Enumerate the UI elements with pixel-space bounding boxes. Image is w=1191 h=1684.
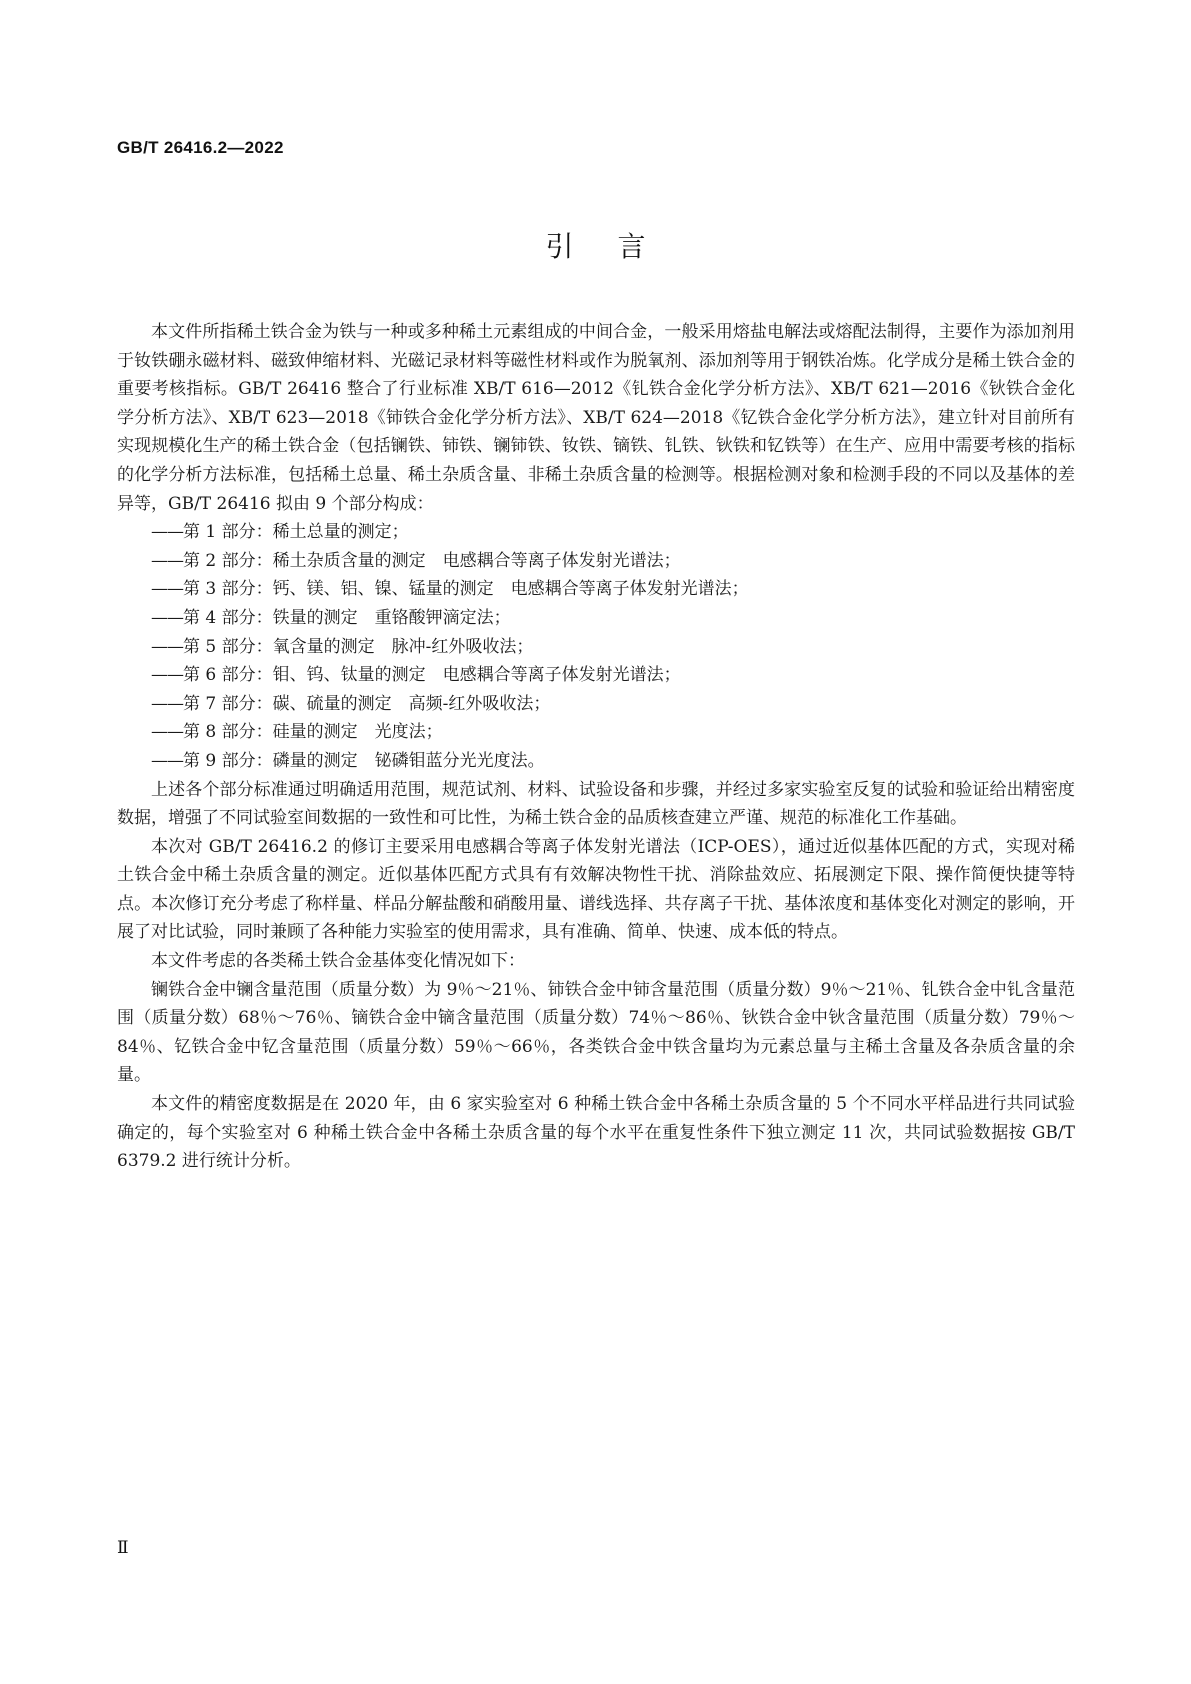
parts-list [117,518,1075,775]
intro-paragraph: 本文件所指稀土铁合金为铁与一种或多种稀土元素组成的中间合金，一般采用熔盐电解法或熔配法制得，主要作为添加剂用于钕铁硼永磁材料、磁致伸缩材料、光磁记录材料等磁性材料或作为脱氧剂、添加剂等用于钢铁冶炼。化学成分是稀土铁合金的重要考核指标。GB/T 26416 整合了行业标准 XB/T 616—2012《钆铁合金化学分析方法》、XB/T 621—2016《钬铁合金化学分析方法》、XB/T 623—2018《铈铁合金化学分析方法》、XB/T 624—2018《钇铁合金化学分析方法》，建立针对目前所有实现规模化生产的稀土铁合金（包括镧铁、铈铁、镧铈铁、钕铁、镝铁、钆铁、钬铁和钇铁等）在生产、应用中需要考核的指标的化学分析方法标准，包括稀土总量、稀土杂质含量、非稀土杂质含量的检测等。根据检测对象和检测手段的不同以及基体的差异等，GB/T 26416 拟由 9 个部分构成： [117,322,1075,514]
revision-paragraph: 本次对 GB/T 26416.2 的修订主要采用电感耦合等离子体发射光谱法（ICP-OES），通过近似基体匹配的方式，实现对稀土铁合金中稀土杂质含量的测定。近似基体匹配方式具有有效解决物性干扰、消除盐效应、拓展测定下限、操作简便快捷等特点。本次修订充分考虑了称样量、样品分解盐酸和硝酸用量、谱线选择、共存离子干扰、基体浓度和基体变化对测定的影响，开展了对比试验，同时兼顾了各种能力实验室的使用需求，具有准确、简单、快速、成本低的特点。 [117,836,1075,943]
matrix-intro-paragraph: 本文件考虑的各类稀土铁合金基体变化情况如下： [151,951,525,972]
list-item: ——第 4 部分：铁量的测定 重铬酸钾滴定法； [151,607,511,628]
matrix-ranges-paragraph: 镧铁合金中镧含量范围（质量分数）为 9％～21％、铈铁合金中铈含量范围（质量分数）9％～21％、钆铁合金中钆含量范围（质量分数）68％～76％、镝铁合金中镝含量范围（质量分数）74％～86％、钬铁合金中钬含量范围（质量分数）79％～84％、钇铁合金中钇含量范围（质量分数）59％～66％，各类铁合金中铁含量均为元素总量与主稀土含量及各杂质含量的余量。 [117,979,1075,1086]
document-id: GB/T 26416.2—2022 [117,138,284,157]
page-number: Ⅱ [117,1538,129,1558]
list-item: ——第 2 部分：稀土杂质含量的测定 电感耦合等离子体发射光谱法； [151,550,681,571]
precision-basis-paragraph: 上述各个部分标准通过明确适用范围，规范试剂、材料、试验设备和步骤，并经过多家实验室反复的试验和验证给出精密度数据，增强了不同试验室间数据的一致性和可比性，为稀土铁合金的品质核查建立严谨、规范的标准化工作基础。 [117,779,1075,829]
list-item: ——第 8 部分：硅量的测定 光度法； [151,722,443,743]
list-item: ——第 7 部分：碳、硫量的测定 高频-红外吸收法； [151,693,551,714]
list-item: ——第 3 部分：钙、镁、铝、镍、锰量的测定 电感耦合等离子体发射光谱法； [151,579,749,600]
list-item: ——第 5 部分：氧含量的测定 脉冲-红外吸收法； [151,636,534,657]
list-item: ——第 9 部分：磷量的测定 铋磷钼蓝分光光度法。 [151,750,545,771]
precision-data-paragraph: 本文件的精密度数据是在 2020 年，由 6 家实验室对 6 种稀土铁合金中各稀土杂质含量的 5 个不同水平样品进行共同试验确定的，每个实验室对 6 种稀土铁合金中各稀土杂质含量的每个水平在重复性条件下独立测定 11 次，共同试验数据按 GB/T 6379.2 进行统计分析。 [117,1094,1075,1172]
list-item: ——第 1 部分：稀土总量的测定； [151,522,409,543]
body-text [117,318,1075,1176]
page-title: 引言 [545,230,690,263]
list-item: ——第 6 部分：钼、钨、钛量的测定 电感耦合等离子体发射光谱法； [151,665,681,686]
